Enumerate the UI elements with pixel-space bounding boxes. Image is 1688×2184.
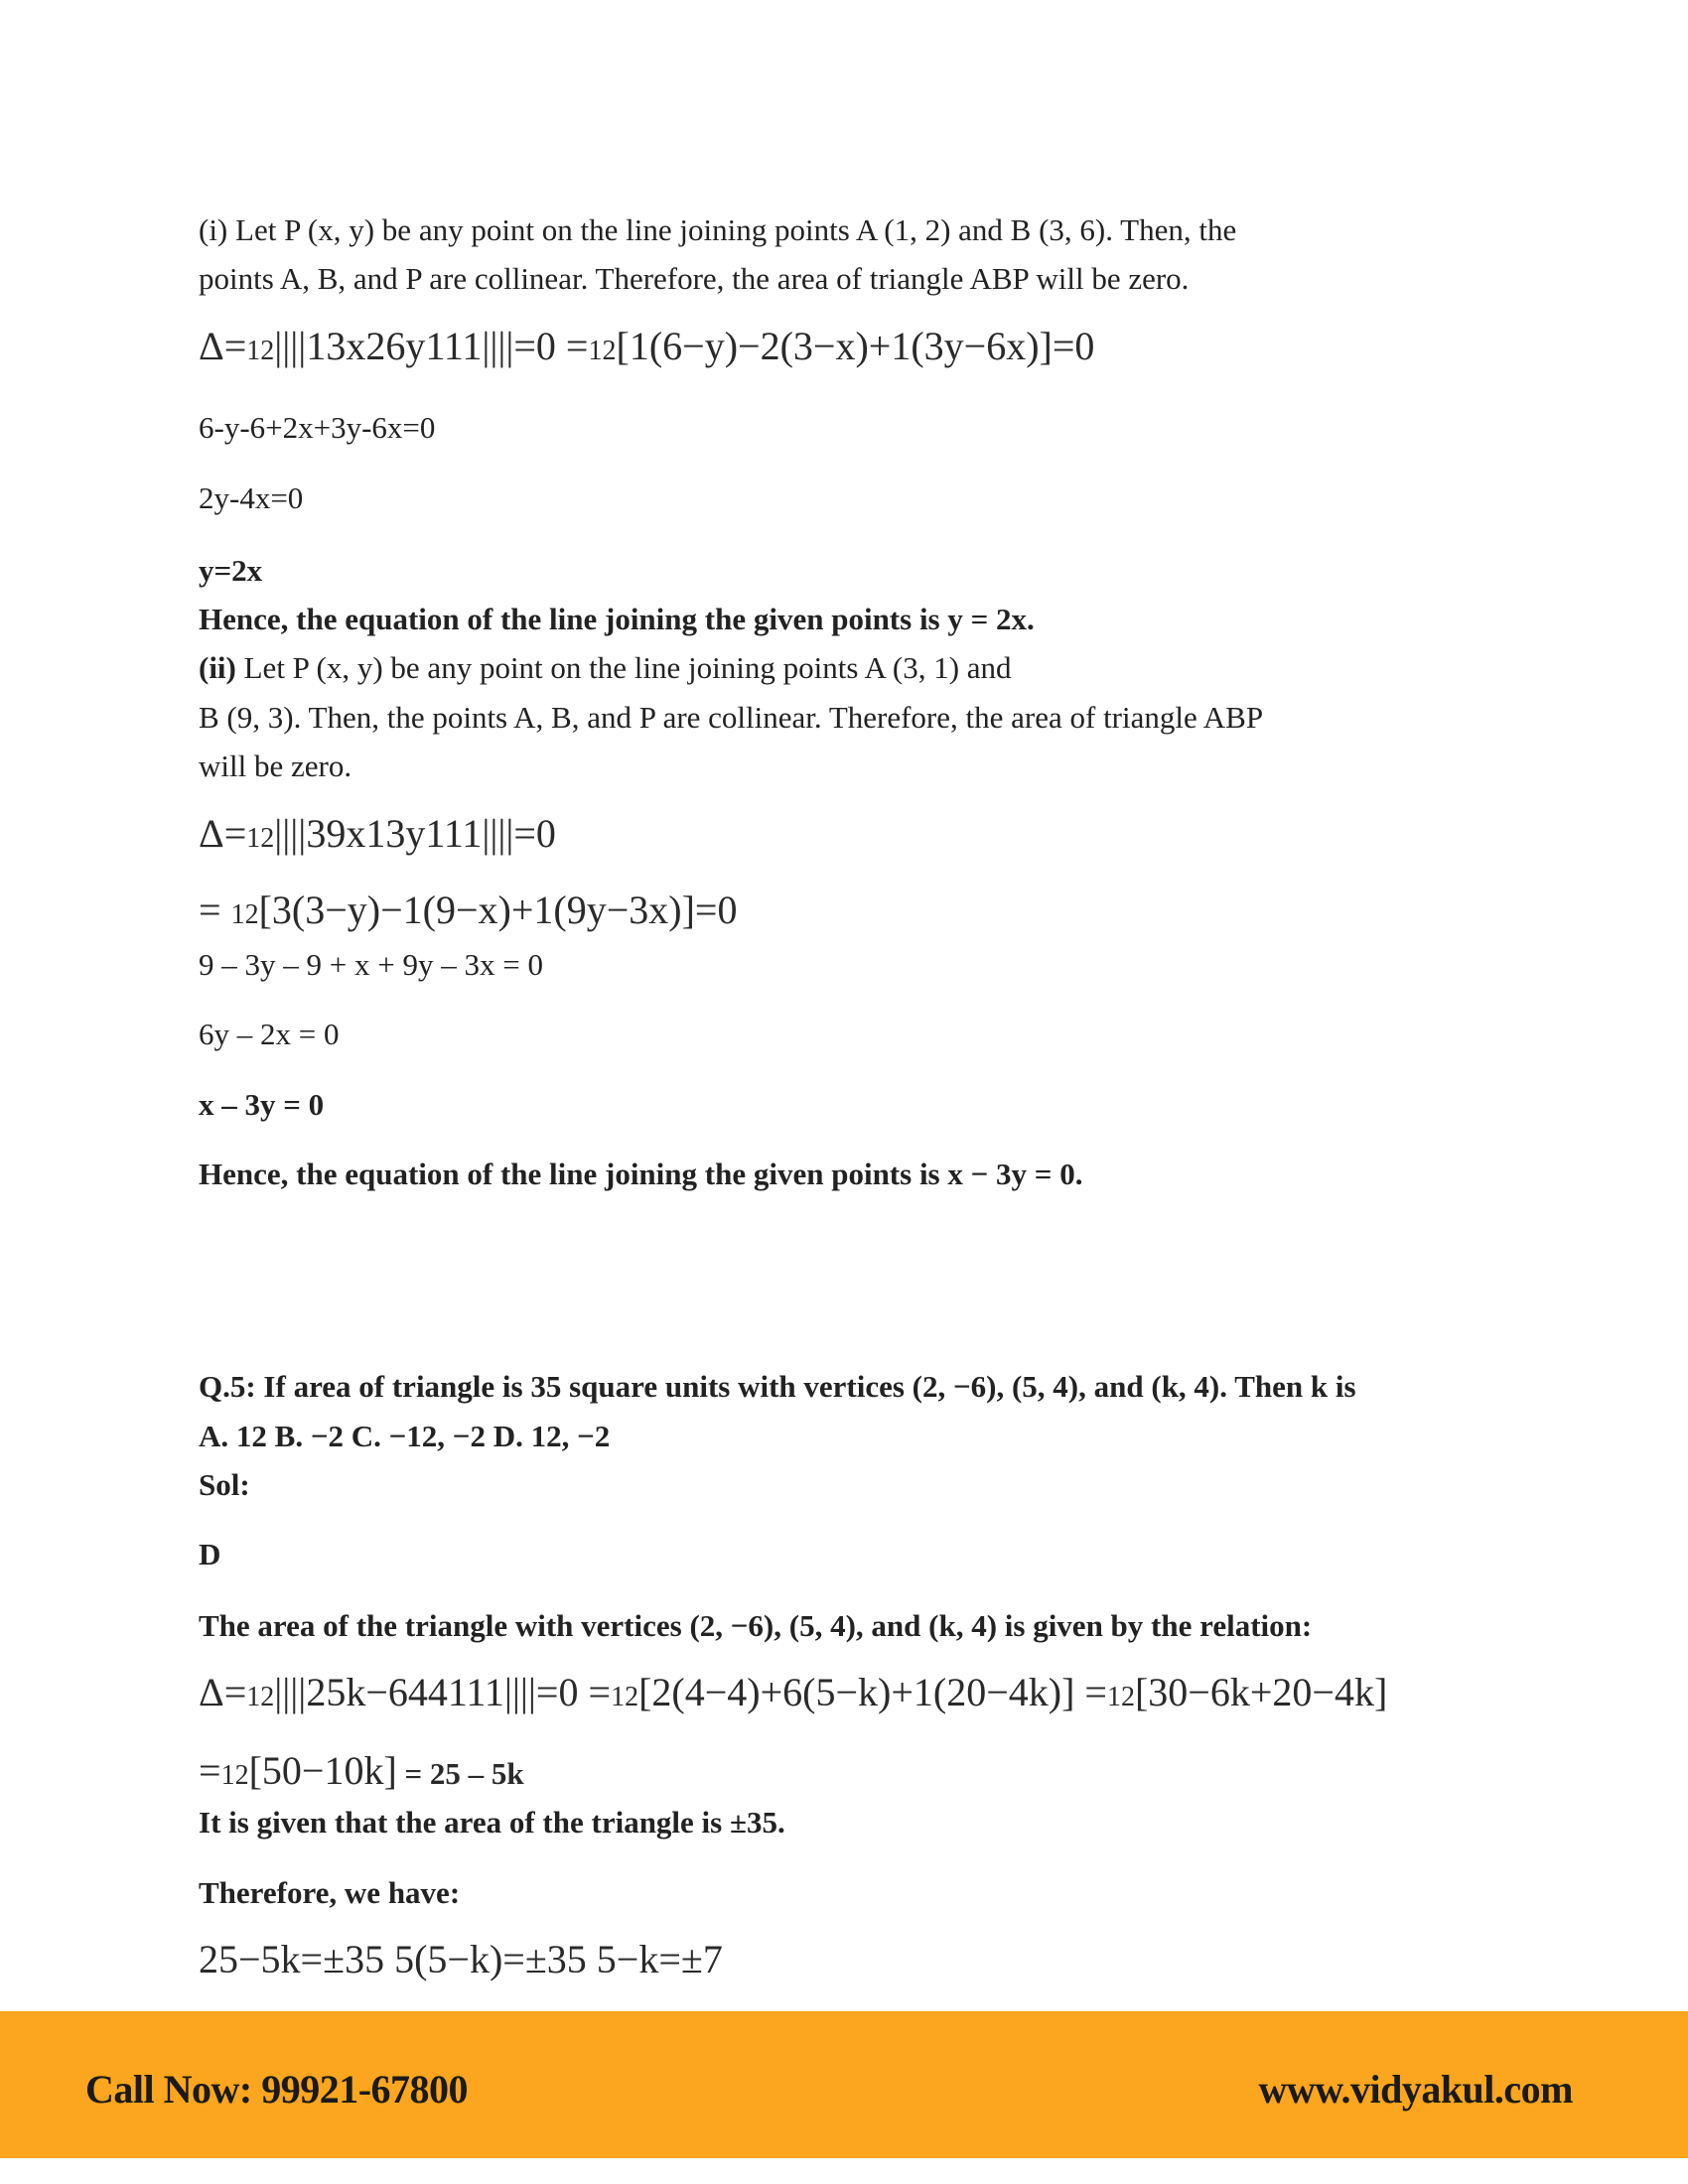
q5-final-formula: 25−5k=±35 5(5−k)=±35 5−k=±7: [199, 1937, 723, 1981]
formula-text: [1(6−y)−2(3−x)+1(3y−6x)]=0: [616, 324, 1095, 368]
footer-banner: [0, 2011, 1688, 2158]
part-i-determinant-formula: [199, 324, 1095, 368]
formula-text: =: [199, 1748, 221, 1793]
part-ii-step-3: x – 3y = 0: [199, 1087, 325, 1122]
formula-fraction: 12: [1106, 1682, 1135, 1712]
formula-text: =: [199, 887, 231, 932]
part-ii-conclusion: Hence, the equation of the line joining the given points is x − 3y = 0.: [199, 1157, 1083, 1191]
part-ii-line-1-text: Let P (x, y) be any point on the line joining points A (3, 1) and: [235, 650, 1012, 685]
formula-text: Δ=: [199, 324, 247, 368]
formula-text: [2(4−4)+6(5−k)+1(20−4k)] =: [638, 1670, 1107, 1714]
formula-text: [3(3−y)−1(9−x)+1(9y−3x)]=0: [258, 887, 738, 932]
q5-sol-label: Sol:: [199, 1467, 250, 1502]
q5-given: It is given that the area of the triangle is ±35.: [199, 1805, 785, 1840]
q5-determinant-formula: [199, 1670, 1388, 1714]
website-link[interactable]: www.vidyakul.com: [1258, 2067, 1573, 2112]
part-ii-determinant-formula: [199, 811, 556, 856]
q5-options: A. 12 B. −2 C. −12, −2 D. 12, −2: [199, 1419, 611, 1453]
formula-text: [30−6k+20−4k]: [1134, 1670, 1388, 1714]
formula-text: ||||39x13y111||||=0: [274, 811, 556, 856]
part-i-line-2: points A, B, and P are collinear. Therefore, the area of triangle ABP will be zero.: [199, 261, 1190, 296]
part-i-conclusion: Hence, the equation of the line joining the given points is y = 2x.: [199, 602, 1035, 636]
formula-text: Δ=: [199, 811, 247, 856]
formula-text: [50−10k]: [248, 1748, 397, 1793]
part-ii-expansion-formula: [199, 887, 738, 932]
part-i-step-2: 2y-4x=0: [199, 480, 304, 515]
q5-therefore: Therefore, we have:: [199, 1875, 461, 1910]
formula-result: = 25 – 5k: [396, 1756, 524, 1791]
formula-fraction: 12: [230, 899, 259, 930]
part-i-step-1: 6-y-6+2x+3y-6x=0: [199, 410, 436, 445]
part-ii-line-1: [199, 652, 1012, 683]
formula-fraction: 12: [220, 1760, 249, 1791]
formula-fraction: 12: [588, 336, 617, 366]
part-ii-label: (ii): [199, 650, 236, 685]
formula-text: ||||25k−644111||||=0 =: [274, 1670, 612, 1714]
part-ii-step-2: 6y – 2x = 0: [199, 1017, 340, 1051]
part-ii-line-2: B (9, 3). Then, the points A, B, and P are collinear. Therefore, the area of triangle ABP: [199, 700, 1264, 735]
part-i-step-3: y=2x: [199, 553, 263, 588]
formula-text: Δ=: [199, 1670, 247, 1714]
formula-fraction: 12: [611, 1682, 639, 1712]
q5-intro: The area of the triangle with vertices (2, −6), (5, 4), and (k, 4) is given by the relation:: [199, 1608, 1313, 1643]
q5-answer: D: [199, 1537, 221, 1571]
formula-text: ||||13x26y111||||=0 =: [274, 324, 589, 368]
formula-fraction: 12: [246, 823, 275, 854]
part-i-line-1: (i) Let P (x, y) be any point on the line joining points A (1, 2) and B (3, 6). Then, the: [199, 212, 1237, 247]
part-ii-line-3: will be zero.: [199, 749, 352, 783]
q5-simplified-formula: [199, 1748, 524, 1793]
call-now-phone[interactable]: Call Now: 99921-67800: [85, 2067, 469, 2112]
formula-fraction: 12: [246, 336, 275, 366]
formula-fraction: 12: [246, 1682, 275, 1712]
part-ii-step-1: 9 – 3y – 9 + x + 9y – 3x = 0: [199, 947, 543, 982]
q5-question: Q.5: If area of triangle is 35 square units with vertices (2, −6), (5, 4), and (k, 4). Then k is: [199, 1369, 1356, 1404]
